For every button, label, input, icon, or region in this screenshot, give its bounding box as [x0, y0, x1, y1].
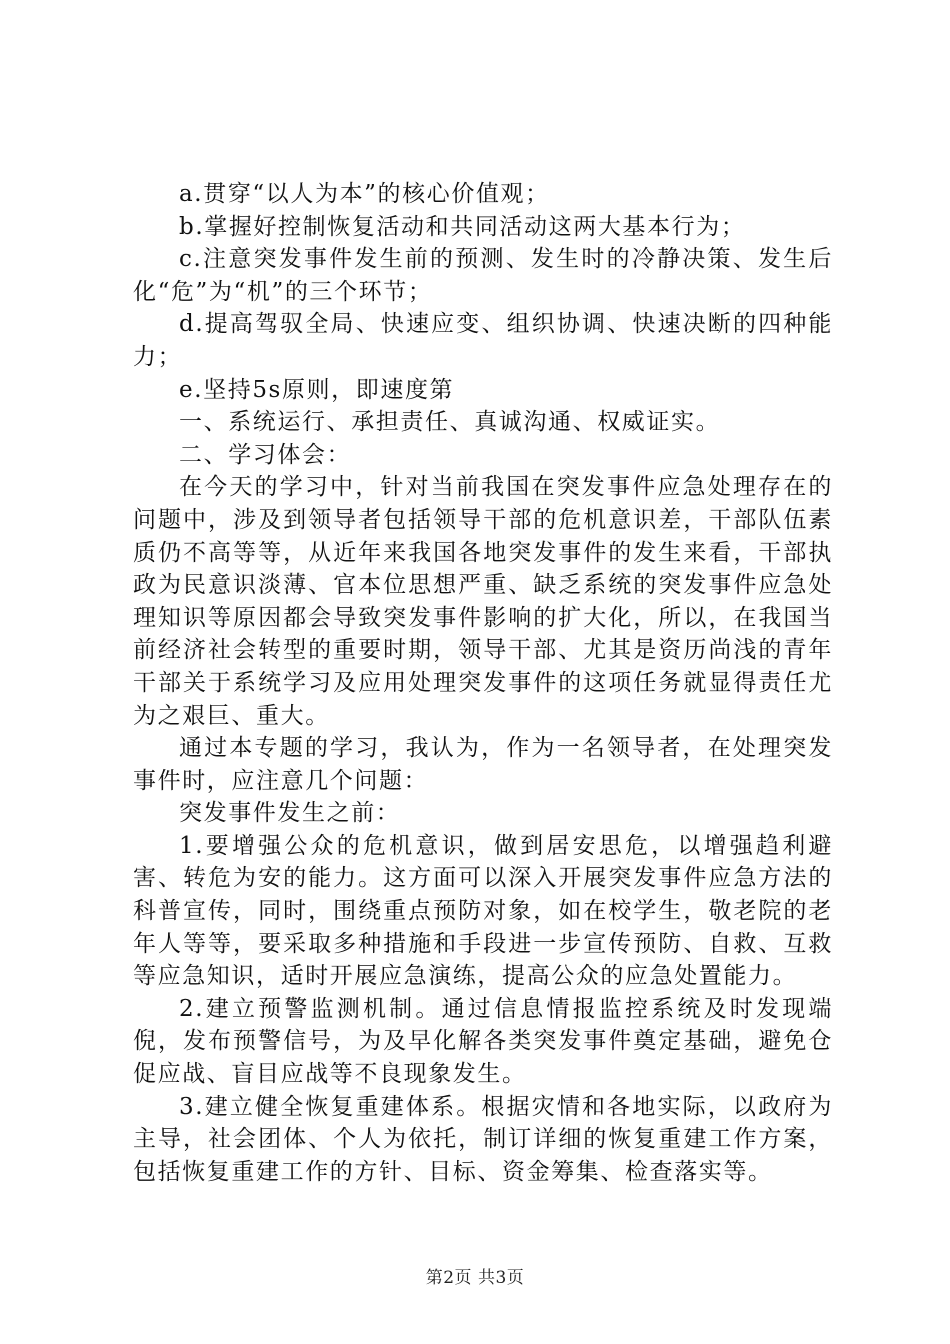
subheading-before-event: 突发事件发生之前：: [179, 800, 401, 827]
list-item-a: a.贯穿“以人为本”的核心价值观；: [179, 181, 550, 207]
body-paragraph-conclusion: 通过本专题的学习，我认为，作为一名领导者，在处理突发事件时，应注意几个问题：: [133, 735, 833, 794]
list-item-d: d.提高驾驭全局、快速应变、组织协调、快速决断的四种能力；: [133, 311, 833, 370]
numbered-item-3: 3.建立健全恢复重建体系。根据灾情和各地实际，以政府为主导，社会团体、个人为依托，制订详细的恢复重建工作方案，包括恢复重建工作的方针、目标、资金筹集、检查落实等。: [133, 1093, 833, 1185]
document-body: [133, 178, 833, 1188]
body-paragraph-intro: 在今天的学习中，针对当前我国在突发事件应急处理存在的问题中，涉及到领导者包括领导干部的危机意识差，干部队伍素质仍不高等等，从近年来我国各地突发事件的发生来看，干部执政为民意识淡薄、官本位思想严重、缺乏系统的突发事件应急处理知识等原因都会导致突发事件影响的扩大化，所以，在我国当前经济社会转型的重要时期，领导干部、尤其是资历尚浅的青年干部关于系统学习及应用处理突发事件的这项任务就显得责任尤为之艰巨、重大。: [133, 474, 833, 729]
list-item-e: e.坚持5s原则，即速度第: [179, 376, 455, 403]
page-footer: [0, 1267, 950, 1289]
page-number-label: 第2页 共3页: [425, 1268, 525, 1288]
list-item-b: b.掌握好控制恢复活动和共同活动这两大基本行为；: [179, 213, 746, 240]
list-item-e-continuation: 一、系统运行、承担责任、真诚沟通、权威证实。: [179, 409, 721, 436]
list-item-c: c.注意突发事件发生前的预测、发生时的冷静决策、发生后化“危”为“机”的三个环节；: [133, 246, 833, 305]
section-heading-study-experience: 二、学习体会：: [179, 441, 352, 468]
numbered-item-1: 1.要增强公众的危机意识，做到居安思危，以增强趋利避害、转危为安的能力。这方面可以深入开展突发事件应急方法的科普宣传，同时，围绕重点预防对象，如在校学生，敬老院的老年人等等，要采取多种措施和手段进一步宣传预防、自救、互救等应急知识，适时开展应急演练，提高公众的应急处置能力。: [133, 832, 833, 990]
numbered-item-2: 2.建立预警监测机制。通过信息情报监控系统及时发现端倪，发布预警信号，为及早化解各类突发事件奠定基础，避免仓促应战、盲目应战等不良现象发生。: [133, 995, 833, 1088]
